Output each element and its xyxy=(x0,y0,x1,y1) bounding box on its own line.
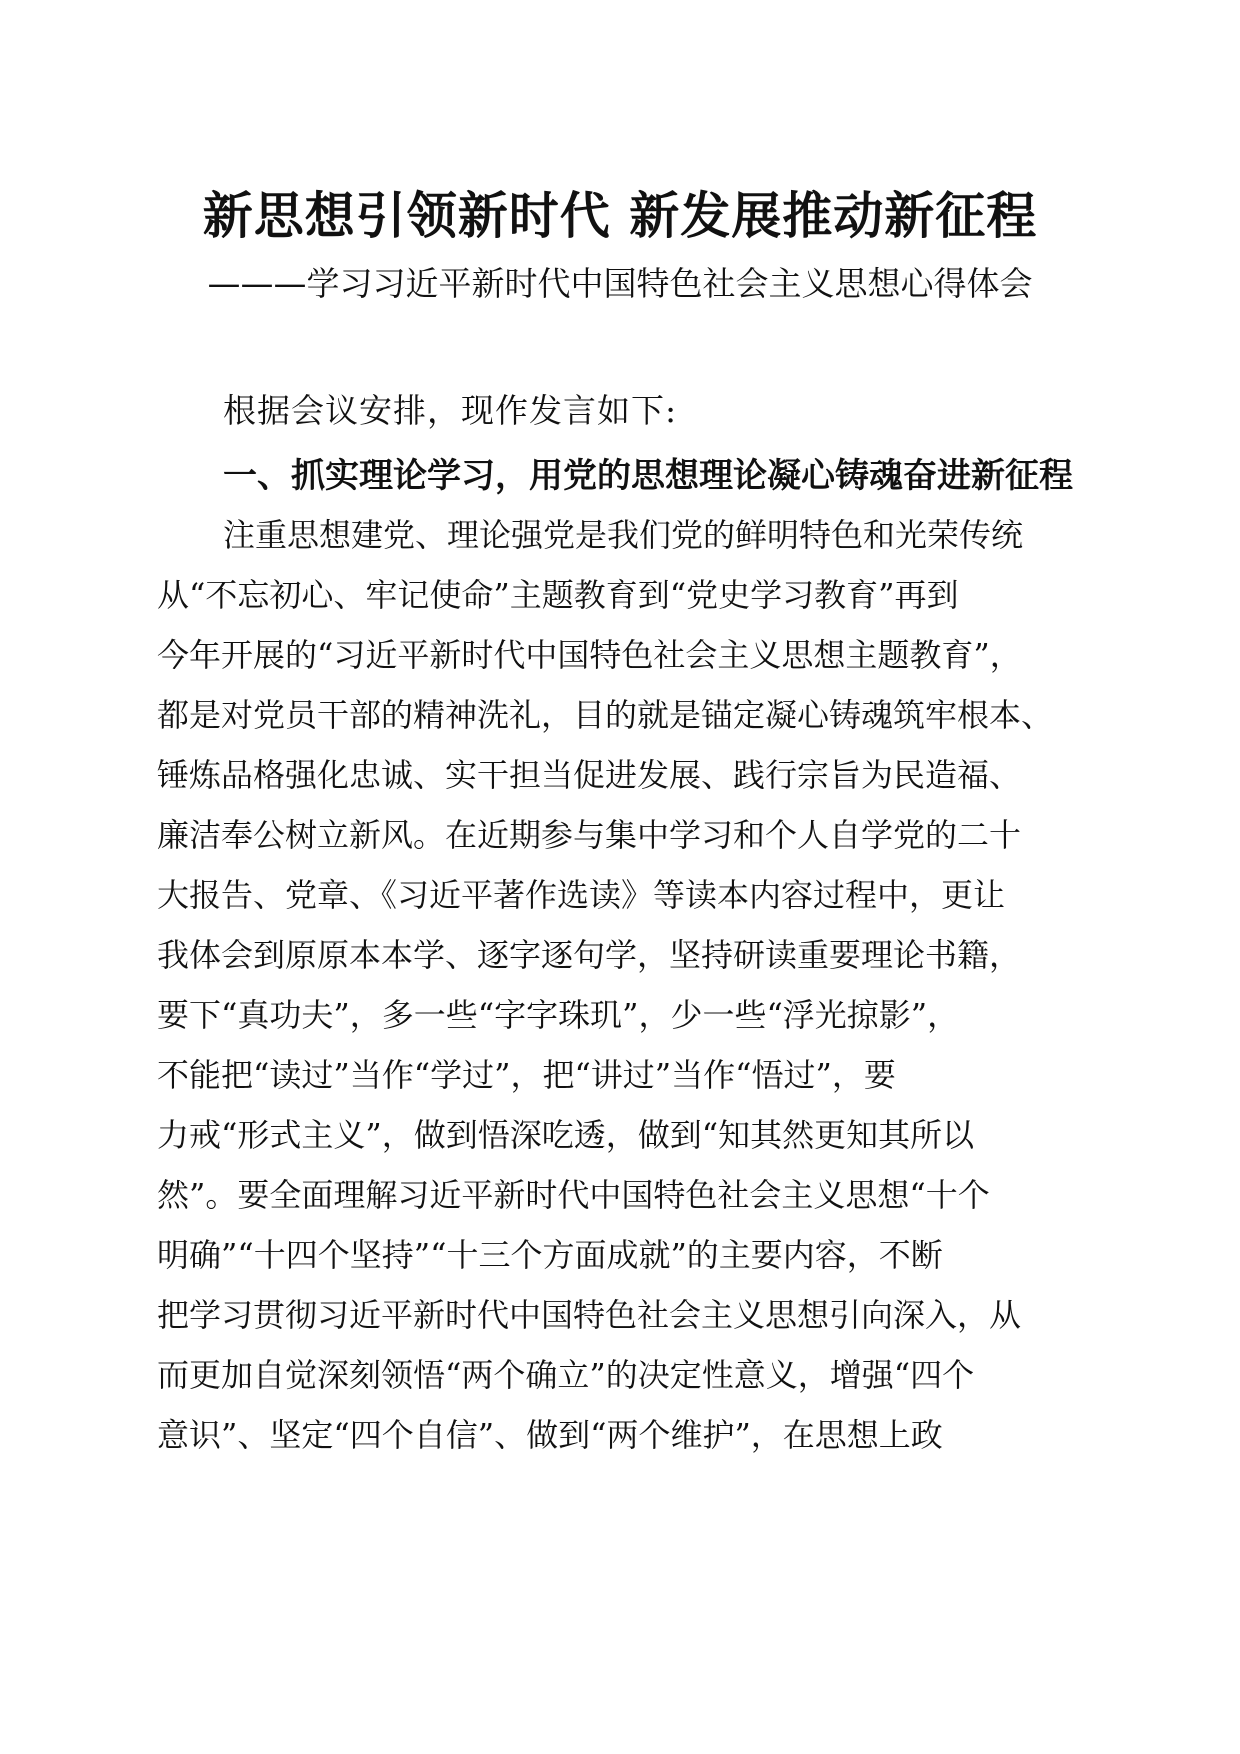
body-line: 从“不忘初心、牢记使命”主题教育到“党史学习教育”再到 xyxy=(157,576,959,614)
section-heading: 一、抓实理论学习，用党的思想理论凝心铸魂奋进新征程 xyxy=(223,456,1073,496)
body-line: 今年开展的“习近平新时代中国特色社会主义思想主题教育”， xyxy=(157,636,1022,674)
document-title: 新思想引领新时代 新发展推动新征程 xyxy=(202,186,1038,245)
body-line: 明确”“十四个坚持”“十三个方面成就”的主要内容，不断 xyxy=(157,1236,943,1274)
body-line: 我体会到原原本本学、逐字逐句学，坚持研读重要理论书籍， xyxy=(157,936,1022,974)
document-subtitle: ———学习习近平新时代中国特色社会主义思想心得体会 xyxy=(207,264,1033,303)
intro-paragraph: 根据会议安排，现作发言如下: xyxy=(223,391,678,430)
body-line: 把学习贯彻习近平新时代中国特色社会主义思想引向深入，从 xyxy=(157,1296,1022,1334)
body-line: 不能把“读过”当作“学过”，把“讲过”当作“悟过”，要 xyxy=(157,1056,896,1094)
body-line: 大报告、党章、《习近平著作选读》等读本内容过程中，更让 xyxy=(157,876,1006,914)
body-line: 而更加自觉深刻领悟“两个确立”的决定性意义，增强“四个 xyxy=(157,1356,975,1394)
body-line: 力戒“形式主义”，做到悟深吃透，做到“知其然更知其所以 xyxy=(157,1116,975,1154)
body-line: 然”。要全面理解习近平新时代中国特色社会主义思想“十个 xyxy=(157,1176,990,1214)
body-line: 都是对党员干部的精神洗礼，目的就是锚定凝心铸魂筑牢根本、 xyxy=(157,696,1054,734)
body-line: 意识”、坚定“四个自信”、做到“两个维护”，在思想上政 xyxy=(157,1416,943,1454)
body-line: 锤炼品格强化忠诚、实干担当促进发展、践行宗旨为民造福、 xyxy=(157,756,1022,794)
body-line: 注重思想建党、理论强党是我们党的鲜明特色和光荣传统 xyxy=(223,516,1024,554)
body-line: 廉洁奉公树立新风。在近期参与集中学习和个人自学党的二十 xyxy=(157,816,1022,854)
body-line: 要下“真功夫”，多一些“字字珠玑”，少一些“浮光掠影”， xyxy=(157,996,960,1034)
